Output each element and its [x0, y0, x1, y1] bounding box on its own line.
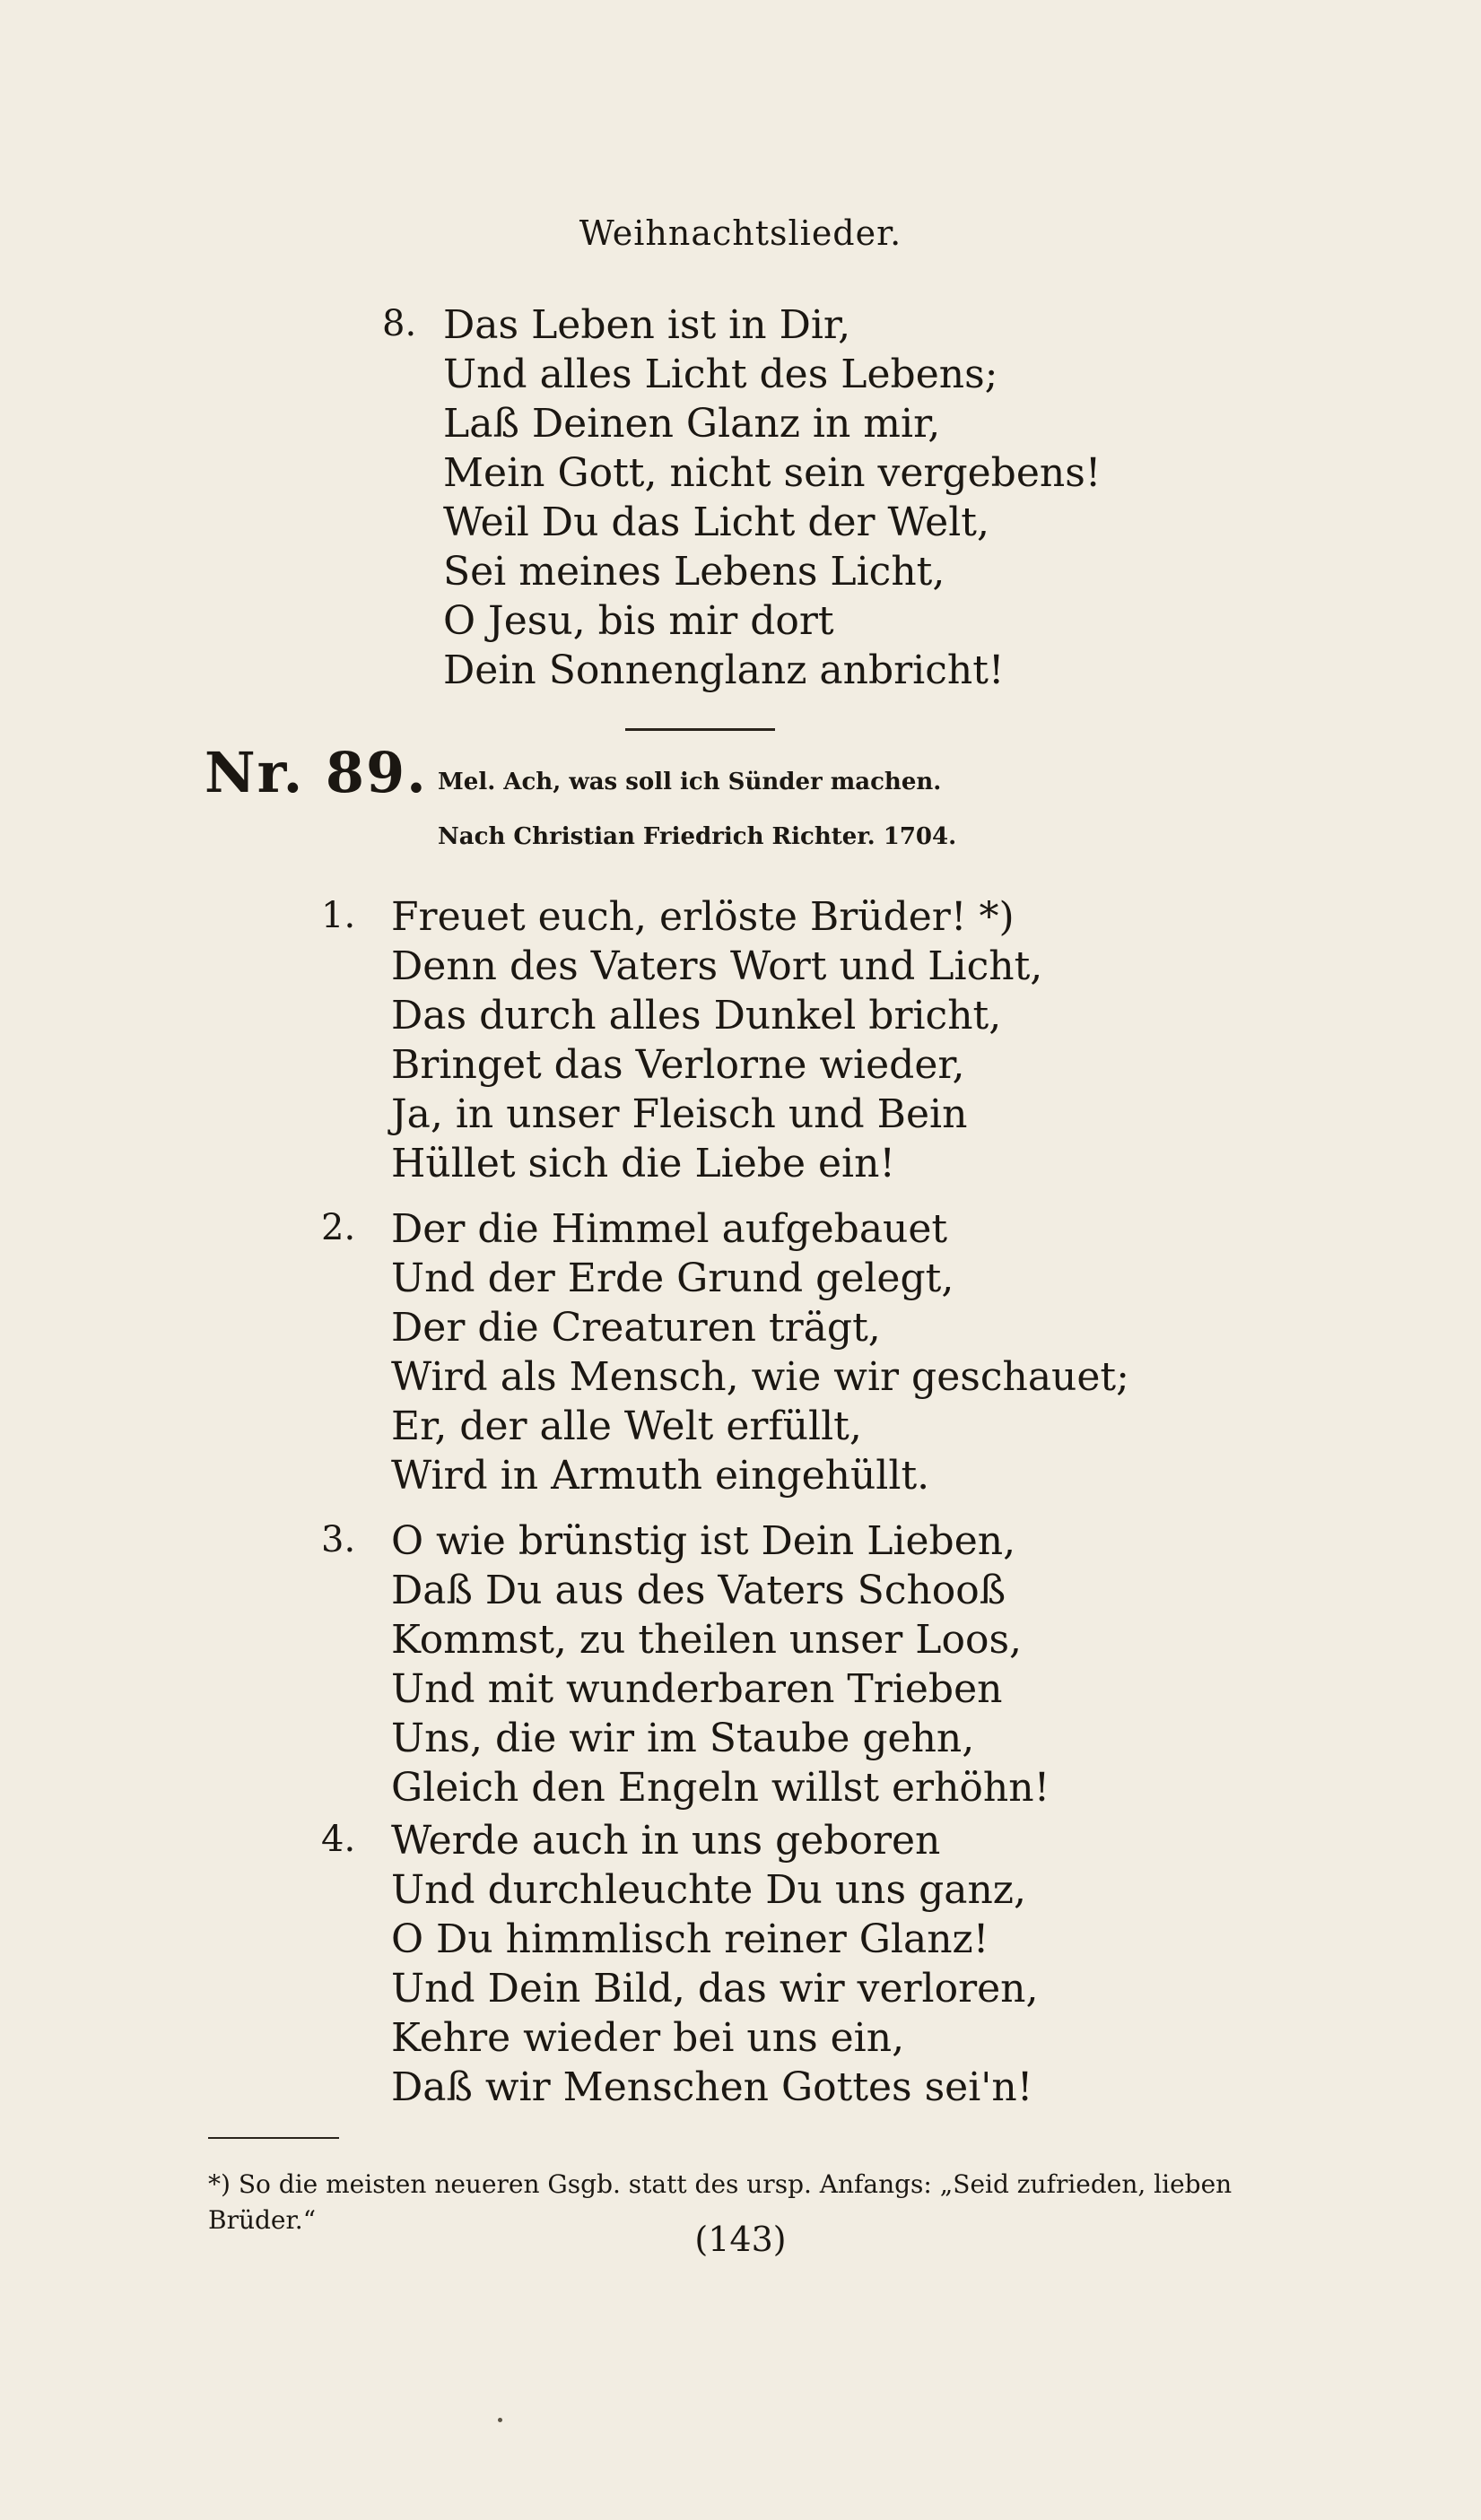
stanza-line: Und mit wunderbaren Trieben: [391, 1666, 1003, 1712]
stanza-number: 2.: [321, 1207, 356, 1248]
stanza-line: Hüllet sich die Liebe ein!: [391, 1141, 896, 1186]
stanza-number: 4.: [321, 1819, 356, 1860]
stanza-line: Weil Du das Licht der Welt,: [443, 500, 989, 545]
stanza-line: Gleich den Engeln willst erhöhn!: [391, 1765, 1050, 1811]
stanza-line: Und alles Licht des Lebens;: [443, 352, 998, 397]
stanza-line: Daß Du aus des Vaters Schooß: [391, 1568, 1006, 1613]
running-head: Weihnachtslieder.: [579, 213, 902, 253]
author-line: Nach Christian Friedrich Richter. 1704.: [438, 823, 957, 850]
stanza-line: Sei meines Lebens Licht,: [443, 549, 945, 595]
stanza-line: Und durchleuchte Du uns ganz,: [391, 1867, 1026, 1913]
stanza-line: O wie brünstig ist Dein Lieben,: [391, 1518, 1016, 1564]
paper-speck: [498, 2418, 502, 2422]
stanza-number: 3.: [321, 1519, 356, 1560]
stanza-line: Er, der alle Welt erfüllt,: [391, 1403, 862, 1449]
stanza-line: O Du himmlisch reiner Glanz!: [391, 1916, 989, 1962]
stanza-line: Und der Erde Grund gelegt,: [391, 1256, 954, 1301]
stanza-line: Freuet euch, erlöste Brüder! *): [391, 894, 1015, 940]
stanza-line: Dein Sonnenglanz anbricht!: [443, 647, 1005, 693]
stanza-line: Der die Himmel aufgebauet: [391, 1206, 948, 1252]
stanza-line: Das Leben ist in Dir,: [443, 302, 851, 348]
stanza-line: Mein Gott, nicht sein vergebens!: [443, 450, 1102, 496]
stanza-number: 1.: [321, 895, 356, 936]
stanza-line: O Jesu, bis mir dort: [443, 598, 834, 644]
stanza-line: Uns, die wir im Staube gehn,: [391, 1716, 975, 1761]
stanza-line: Ja, in unser Fleisch und Bein: [391, 1091, 968, 1137]
stanza-line: Bringet das Verlorne wieder,: [391, 1042, 965, 1088]
footnote: *) So die meisten neueren Gsgb. statt des ursp. Anfangs: „Seid zufrieden, lieben Brüder.“: [208, 2169, 1233, 2235]
page-number: (143): [694, 2220, 787, 2259]
stanza-line: Kehre wieder bei uns ein,: [391, 2015, 905, 2061]
stanza-line: Kommst, zu theilen unser Loos,: [391, 1617, 1023, 1663]
hymn-number: Nr. 89.: [205, 740, 428, 805]
footnote-rule: [208, 2137, 339, 2139]
stanza-number: 8.: [382, 303, 417, 344]
stanza-line: Daß wir Menschen Gottes sei'n!: [391, 2064, 1033, 2110]
melody-line: Mel. Ach, was soll ich Sünder machen.: [438, 769, 942, 795]
stanza-line: Und Dein Bild, das wir verloren,: [391, 1966, 1039, 2012]
stanza-line: Wird als Mensch, wie wir geschauet;: [391, 1354, 1129, 1400]
stanza-line: Denn des Vaters Wort und Licht,: [391, 943, 1043, 989]
stanza-line: Wird in Armuth eingehüllt.: [391, 1453, 930, 1499]
stanza-line: Das durch alles Dunkel bricht,: [391, 993, 1002, 1038]
section-divider: [625, 728, 775, 731]
stanza-line: Werde auch in uns geboren: [391, 1818, 941, 1864]
stanza-line: Laß Deinen Glanz in mir,: [443, 401, 941, 447]
stanza-line: Der die Creaturen trägt,: [391, 1305, 881, 1351]
